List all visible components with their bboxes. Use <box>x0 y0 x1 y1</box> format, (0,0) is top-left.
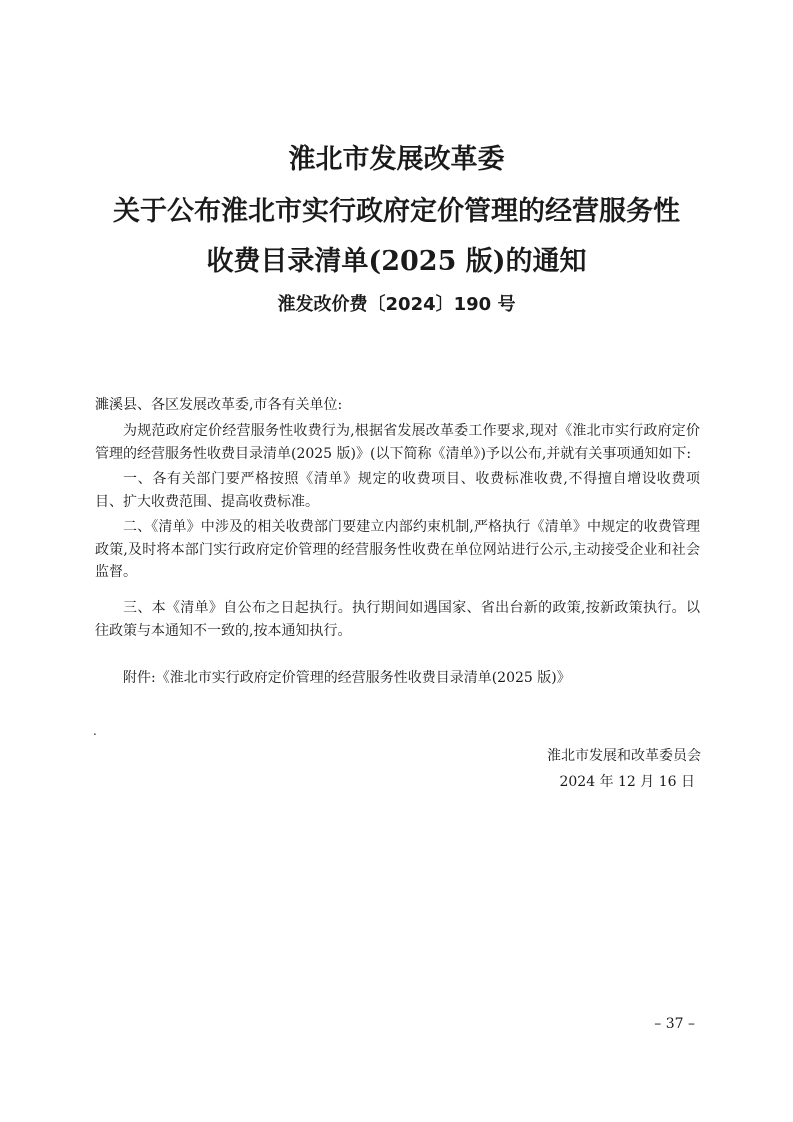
paragraph-intro: 为规范政府定价经营服务性收费行为,根据省发展改革委工作要求,现对《淮北市实行政府定价管理的经营服务性收费目录清单(2025 版)》(以下简称《清单》)予以公布,并就有关事项通知如下: <box>95 423 700 462</box>
paragraph-item-3: 三、本《清单》自公布之日起执行。执行期间如遇国家、省出台新的政策,按新政策执行。以往政策与本通知不一致的,按本通知执行。 <box>95 600 700 639</box>
addressee: 濉溪县、各区发展改革委,市各有关单位: <box>95 397 343 413</box>
paragraph-item-1: 一、各有关部门要严格按照《清单》规定的收费项目、收费标准收费,不得擅自增设收费项目、扩大收费范围、提高收费标准。 <box>95 471 700 510</box>
signing-organization: 淮北市发展和改革委员会 <box>547 748 701 764</box>
attachment-line: 附件:《淮北市实行政府定价管理的经营服务性收费目录清单(2025 版)》 <box>123 670 571 686</box>
title-line-3: 收费目录清单(2025 版)的通知 <box>206 246 587 277</box>
stray-mark: . <box>93 724 97 738</box>
title-line-2: 关于公布淮北市实行政府定价管理的经营服务性 <box>113 196 680 227</box>
page-number: – 37 – <box>654 1016 695 1032</box>
title-line-1: 淮北市发展改革委 <box>288 144 505 175</box>
document-number: 淮发改价费〔2024〕190 号 <box>277 294 516 315</box>
paragraph-item-2: 二、《清单》中涉及的相关收费部门要建立内部约束机制,严格执行《清单》中规定的收费管理政策,及时将本部门实行政府定价管理的经营服务性收费在单位网站进行公示,主动接受企业和社会监督。 <box>95 519 700 580</box>
issue-date: 2024 年 12 月 16 日 <box>559 774 695 790</box>
